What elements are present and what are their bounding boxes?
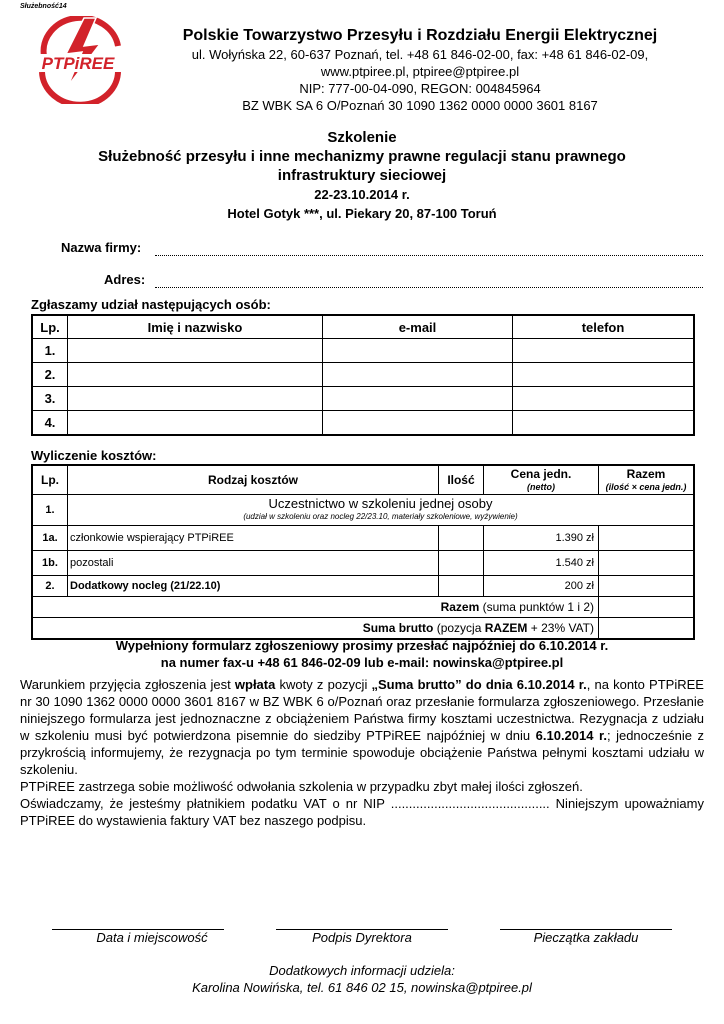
terms-paragraph-2: PTPiREE zastrzega sobie możliwość odwołania szkolenia w przypadku zbyt małej ilości zgłoszeń. <box>20 779 583 794</box>
total-cell[interactable] <box>599 551 695 576</box>
document-tag: Służebność14 <box>20 3 67 10</box>
training-title <box>20 128 704 223</box>
cost-desc: Dodatkowy nocleg (21/22.10) <box>68 576 439 597</box>
table-row <box>32 618 694 640</box>
qty-cell[interactable] <box>439 551 484 576</box>
gross-note-bold: RAZEM <box>484 621 528 635</box>
cost-desc: członkowie wspierający PTPiREE <box>68 526 439 551</box>
cost-col-total <box>599 465 695 495</box>
email-cell[interactable] <box>323 411 513 436</box>
cost-col-type: Rodzaj kosztów <box>68 465 439 495</box>
organization-header <box>140 26 700 114</box>
phone-cell[interactable] <box>513 339 695 363</box>
unit-sub: (netto) <box>527 481 555 492</box>
col-name: Imię i nazwisko <box>68 315 323 339</box>
cost-lp: 1b. <box>32 551 68 576</box>
sum-note: (suma punktów 1 i 2) <box>482 600 594 614</box>
gross-note-pre: (pozycja <box>436 621 482 635</box>
col-email: e-mail <box>323 315 513 339</box>
cost-lp: 1. <box>32 495 68 526</box>
org-web: www.ptpiree.pl, ptpiree@ptpiree.pl <box>320 64 520 79</box>
org-bank: BZ WBK SA 6 O/Poznań 30 1090 1362 0000 0000 3601 8167 <box>242 98 598 113</box>
gross-cell[interactable] <box>599 618 695 640</box>
submission-note <box>20 637 704 671</box>
total-sub: (ilość × cena jedn.) <box>605 481 687 492</box>
table-row <box>32 526 694 551</box>
qty-cell[interactable] <box>439 526 484 551</box>
logo-text: PTPiREE <box>41 54 115 73</box>
footer-line2: Karolina Nowińska, tel. 61 846 02 15, nowinska@ptpiree.pl <box>192 980 532 995</box>
phone-cell[interactable] <box>513 387 695 411</box>
name-cell[interactable] <box>68 387 323 411</box>
signature-label-director: Podpis Dyrektora <box>312 930 412 945</box>
row-number: 4. <box>32 411 68 436</box>
terms-b: wpłata <box>234 677 276 692</box>
row-number: 1. <box>32 339 68 363</box>
signature-label-stamp: Pieczątka zakładu <box>533 930 639 945</box>
company-label: Nazwa firmy: <box>61 240 142 255</box>
training-label: Szkolenie <box>327 129 397 146</box>
training-name-line1: Służebność przesyłu i inne mechanizmy prawne regulacji stanu prawnego <box>98 148 626 165</box>
name-cell[interactable] <box>68 363 323 387</box>
table-row <box>32 576 694 597</box>
training-name-line2: infrastruktury sieciowej <box>277 167 447 184</box>
terms-paragraph-3: Oświadczamy, że jesteśmy płatnikiem podatku VAT o nr NIP ............................................ Niniejszym upoważniamy PTPiREE do wystawienia faktury VAT bez naszego podpisu. <box>20 796 704 828</box>
total-cell[interactable] <box>599 526 695 551</box>
gross-label-cell <box>32 618 599 640</box>
costs-table <box>31 464 695 640</box>
cost-col-unit <box>484 465 599 495</box>
col-lp: Lp. <box>32 315 68 339</box>
unit-price: 200 zł <box>484 576 599 597</box>
note-line1: Wypełniony formularz zgłoszeniowy prosimy przesłać najpóźniej do 6.10.2014 r. <box>115 638 609 653</box>
total-header: Razem <box>626 466 666 481</box>
table-row <box>32 387 694 411</box>
phone-cell[interactable] <box>513 363 695 387</box>
training-dates: 22-23.10.2014 r. <box>314 187 410 202</box>
note-line2: na numer fax-u +48 61 846-02-09 lub e-mail: nowinska@ptpiree.pl <box>160 655 564 670</box>
table-row <box>32 495 694 526</box>
table-row <box>32 339 694 363</box>
sum-cell[interactable] <box>599 597 695 618</box>
participation-cell <box>68 495 695 526</box>
table-row <box>32 363 694 387</box>
cost-col-qty: Ilość <box>439 465 484 495</box>
cost-desc: pozostali <box>68 551 439 576</box>
total-cell[interactable] <box>599 576 695 597</box>
gross-note-post: + 23% VAT) <box>530 621 594 635</box>
footer-line1: Dodatkowych informacji udziela: <box>269 963 455 978</box>
email-cell[interactable] <box>323 339 513 363</box>
company-field[interactable] <box>155 255 703 256</box>
cost-col-lp: Lp. <box>32 465 68 495</box>
unit-price: 1.540 zł <box>484 551 599 576</box>
qty-cell[interactable] <box>439 576 484 597</box>
table-row <box>32 597 694 618</box>
terms-text <box>20 676 704 829</box>
ptpiree-logo <box>22 16 134 104</box>
unit-price: 1.390 zł <box>484 526 599 551</box>
cost-lp: 1a. <box>32 526 68 551</box>
name-cell[interactable] <box>68 339 323 363</box>
terms-a: Warunkiem przyjęcia zgłoszenia jest <box>20 677 231 692</box>
contact-footer <box>20 962 704 996</box>
costs-label: Wyliczenie kosztów: <box>31 448 157 463</box>
col-phone: telefon <box>513 315 695 339</box>
participation-title: Uczestnictwo w szkoleniu jednej osoby <box>268 496 493 511</box>
sum-label-cell <box>32 597 599 618</box>
training-venue: Hotel Gotyk ***, ul. Piekary 20, 87-100 Toruń <box>227 206 497 221</box>
terms-paragraph-1 <box>20 676 704 778</box>
org-name: Polskie Towarzystwo Przesyłu i Rozdziału Energii Elektrycznej <box>182 27 658 44</box>
org-address: ul. Wołyńska 22, 60-637 Poznań, tel. +48 61 846-02-00, fax: +48 61 846-02-09, <box>191 47 649 62</box>
terms-e: , na konto PTPiREE nr 30 1090 1362 0000 0000 3601 8167 w BZ WBK 6 o/Poznań oraz przesłanie formularza zgłoszeniowego. Przesłanie niniejszego formularza jest jednoznaczne z obciążeniem Państwa firmy kosztami uczestnictwa. Rezygnacja z udziału w szkoleniu musi być potwierdzona pisemnie do siedziby PTPiREE najpóźniej w dniu <box>20 677 704 743</box>
table-row <box>32 551 694 576</box>
row-number: 2. <box>32 363 68 387</box>
participants-table <box>31 314 695 436</box>
phone-cell[interactable] <box>513 411 695 436</box>
terms-c: kwoty z pozycji <box>279 677 368 692</box>
signature-label-date: Data i miejscowość <box>96 930 208 945</box>
terms-d: „Suma brutto” do dnia 6.10.2014 r. <box>371 677 587 692</box>
address-label: Adres: <box>104 272 146 287</box>
gross-label: Suma brutto <box>362 621 434 635</box>
email-cell[interactable] <box>323 363 513 387</box>
name-cell[interactable] <box>68 411 323 436</box>
address-field[interactable] <box>155 287 703 288</box>
cost-lp: 2. <box>32 576 68 597</box>
unit-header: Cena jedn. <box>510 466 572 481</box>
terms-g: ; jednocześnie z przykrością informujemy, że rezygnacja po tym terminie spowoduje obciążenie Państwa pełnymi kosztami udziału w szkoleniu. <box>20 728 704 777</box>
participants-label: Zgłaszamy udział następujących osób: <box>31 297 271 312</box>
row-number: 3. <box>32 387 68 411</box>
email-cell[interactable] <box>323 387 513 411</box>
table-row <box>32 411 694 436</box>
org-nip: NIP: 777-00-04-090, REGON: 004845964 <box>299 81 541 96</box>
sum-label: Razem <box>440 600 480 614</box>
participation-sub: (udział w szkoleniu oraz nocleg 22/23.10, materiały szkoleniowe, wyżywienie) <box>243 512 518 521</box>
terms-f: 6.10.2014 r. <box>535 728 607 743</box>
